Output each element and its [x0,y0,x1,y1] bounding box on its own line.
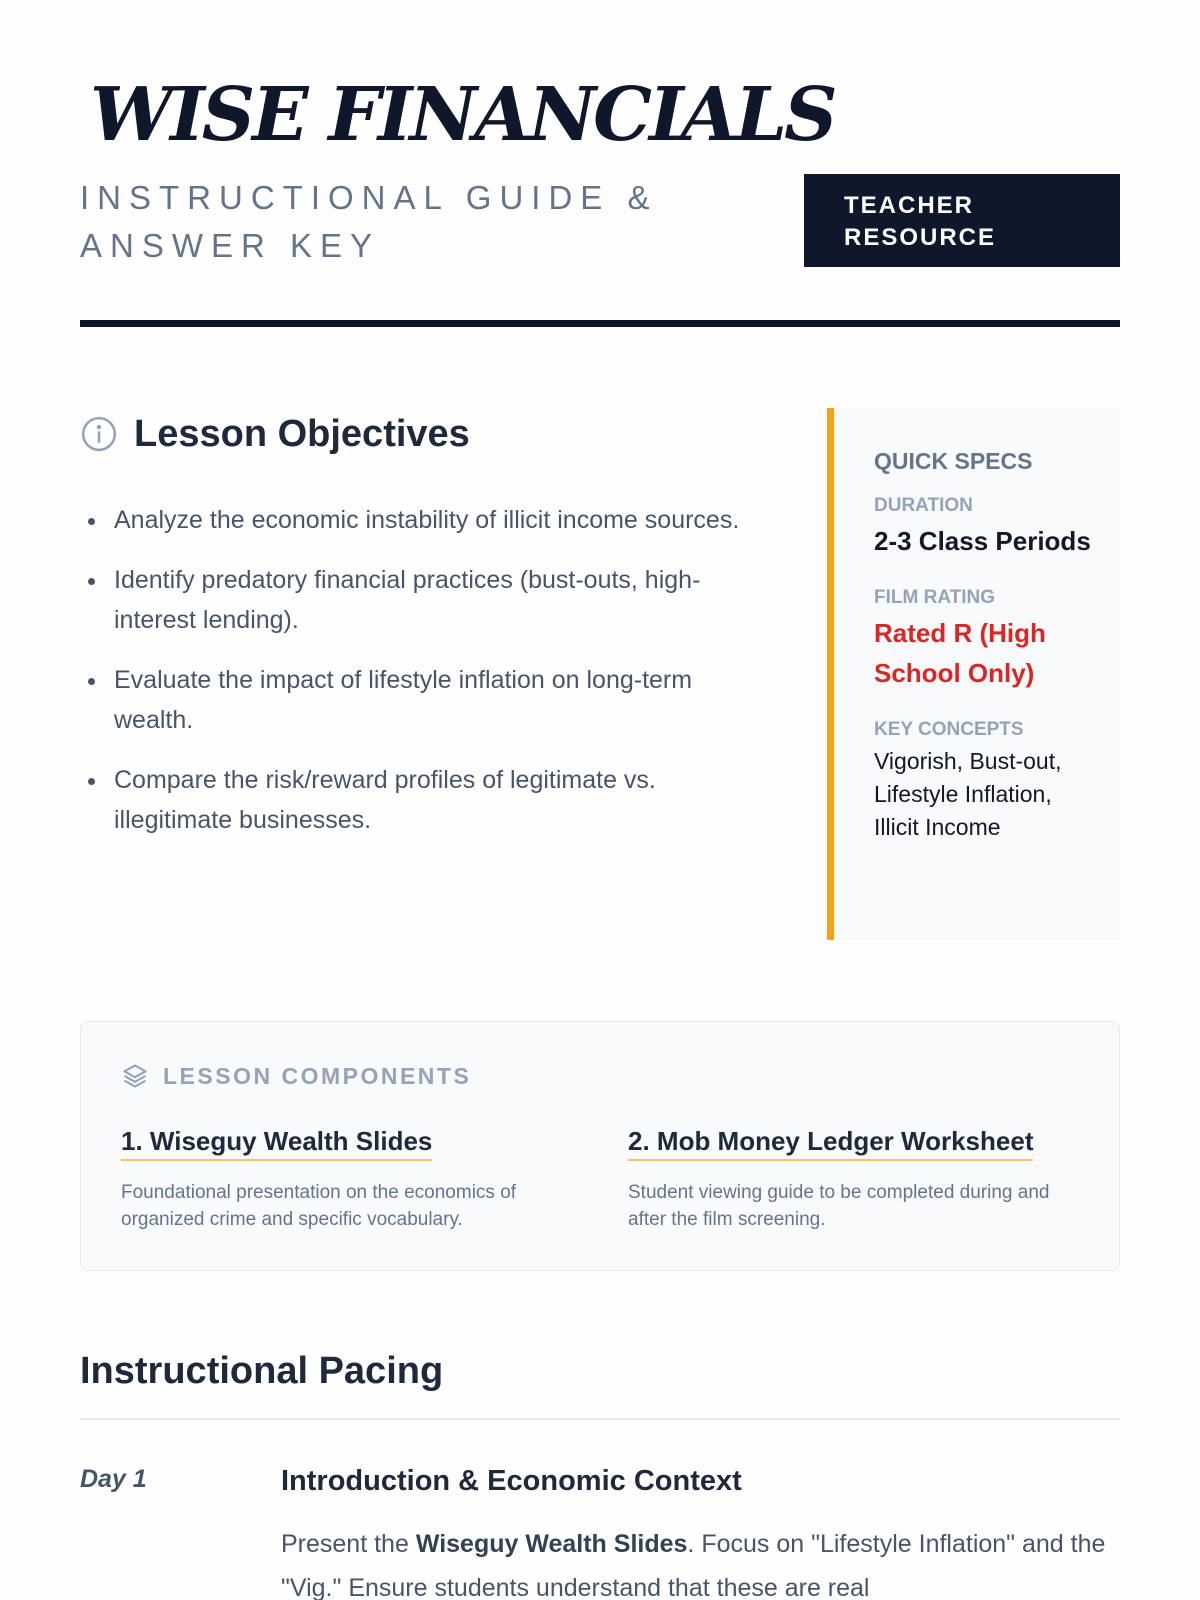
objectives-title: Lesson Objectives [134,412,470,455]
lesson-components-heading [121,1062,471,1090]
pacing-divider [80,1418,1120,1420]
lesson-components-card [80,1021,1120,1271]
quick-specs-panel [827,408,1120,940]
day-description-text: Present the [281,1530,416,1558]
component-title[interactable]: 2. Mob Money Ledger Worksheet [628,1126,1033,1161]
quick-specs-title: QUICK SPECS [874,448,1033,474]
duration-value: 2-3 Class Periods [874,526,1091,556]
document-subtitle: INSTRUCTIONAL GUIDE & ANSWER KEY [80,179,658,264]
day-title: Introduction & Economic Context [281,1465,742,1497]
film-rating-value: Rated R (High School Only) [874,618,1046,688]
objective-item: Compare the risk/reward profiles of legitimate vs. illegitimate businesses. [84,760,744,840]
component-description: Foundational presentation on the economics of organized crime and specific vocabulary. [121,1182,517,1230]
component-item [121,1126,581,1233]
component-item [628,1126,1088,1233]
layers-icon [121,1062,149,1090]
duration-label: DURATION [874,495,973,516]
header-divider [80,320,1120,327]
objectives-list [84,500,744,860]
film-rating-label: FILM RATING [874,587,996,608]
component-title[interactable]: 1. Wiseguy Wealth Slides [121,1126,432,1161]
teacher-resource-badge: TEACHER RESOURCE [804,174,1120,267]
day-label: Day 1 [80,1465,147,1493]
info-circle-icon [80,415,118,453]
objectives-heading [80,410,470,458]
day-description [281,1522,1121,1600]
objective-item: Analyze the economic instability of illicit income sources. [84,500,744,540]
pacing-heading: Instructional Pacing [80,1350,444,1392]
day-description-text: . Focus on "Lifestyle Inflation" and the "Vig." Ensure students understand that these are real [281,1530,1106,1600]
lesson-components-title: LESSON COMPONENTS [163,1062,472,1089]
document-title: WISE FINANCIALS [90,72,835,158]
objective-item: Identify predatory financial practices (bust-outs, high-interest lending). [84,560,744,640]
key-concepts-label: KEY CONCEPTS [874,719,1024,740]
key-concepts-value: Vigorish, Bust-out, Lifestyle Inflation, Illicit Income [874,748,1062,840]
day-description-bold: Wiseguy Wealth Slides [415,1530,688,1558]
component-description: Student viewing guide to be completed during and after the film screening. [628,1182,1050,1230]
objective-item: Evaluate the impact of lifestyle inflation on long-term wealth. [84,660,744,740]
